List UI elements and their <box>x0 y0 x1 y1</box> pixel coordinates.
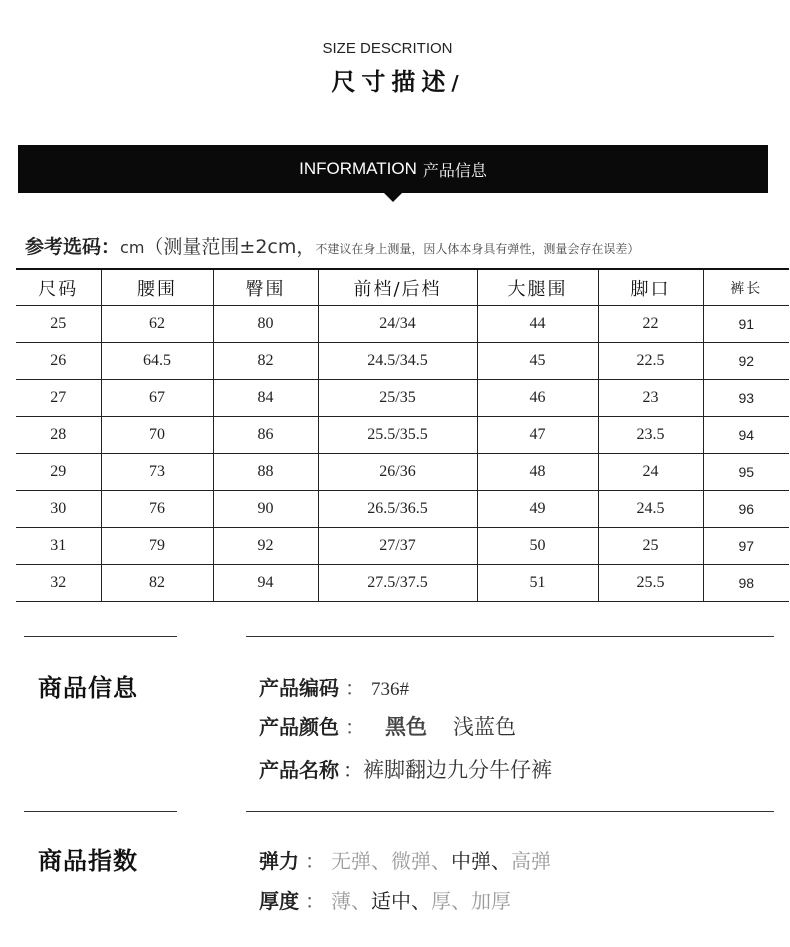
header-hip: 臀围 <box>213 269 318 306</box>
size-description-cn-text: 尺寸描述 <box>331 68 452 96</box>
table-cell: 88 <box>213 454 318 491</box>
header-rise: 前档/后档 <box>318 269 477 306</box>
table-cell: 23.5 <box>598 417 703 454</box>
reference-disclaimer: 不建议在身上测量，因人体本身具有弹性，测量会存在误差） <box>315 242 640 256</box>
table-cell: 25/35 <box>318 380 477 417</box>
table-cell: 24.5 <box>598 491 703 528</box>
size-description-cn <box>0 62 790 97</box>
divider-right <box>246 811 774 812</box>
product-code-row <box>259 672 409 701</box>
information-label-cn: 产品信息 <box>422 160 487 180</box>
table-cell: 82 <box>101 565 213 602</box>
product-color-label: 产品颜色 <box>259 715 339 739</box>
elastic-high: 高弹 <box>511 849 551 873</box>
table-cell: 98 <box>703 565 789 602</box>
product-index-title: 商品指数 <box>38 847 138 875</box>
table-cell: 25.5/35.5 <box>318 417 477 454</box>
thick-thick: 厚、 <box>431 889 471 913</box>
table-cell: 25 <box>598 528 703 565</box>
table-cell: 92 <box>213 528 318 565</box>
table-row <box>16 380 789 417</box>
table-cell: 24 <box>598 454 703 491</box>
table-row <box>16 491 789 528</box>
table-cell: 23 <box>598 380 703 417</box>
product-code-label: 产品编码 <box>259 676 339 700</box>
color-black: 黑色 <box>385 715 427 739</box>
table-cell: 76 <box>101 491 213 528</box>
table-cell: 22.5 <box>598 343 703 380</box>
table-cell: 22 <box>598 306 703 343</box>
table-cell: 64.5 <box>101 343 213 380</box>
table-cell: 95 <box>703 454 789 491</box>
header-size: 尺码 <box>16 269 101 306</box>
table-cell: 67 <box>101 380 213 417</box>
table-cell: 73 <box>101 454 213 491</box>
title-slash: / <box>451 71 459 95</box>
table-cell: 31 <box>16 528 101 565</box>
product-color-row <box>259 711 516 741</box>
banner-pointer-icon <box>384 193 402 202</box>
table-cell: 29 <box>16 454 101 491</box>
separator: ： <box>343 758 363 782</box>
separator: ： <box>305 849 325 873</box>
table-row <box>16 565 789 602</box>
header-thigh: 大腿围 <box>477 269 598 306</box>
size-table <box>16 268 789 602</box>
table-cell: 50 <box>477 528 598 565</box>
table-cell: 27.5/37.5 <box>318 565 477 602</box>
table-cell: 51 <box>477 565 598 602</box>
table-row <box>16 528 789 565</box>
table-cell: 32 <box>16 565 101 602</box>
table-cell: 47 <box>477 417 598 454</box>
information-banner <box>18 145 768 193</box>
table-cell: 79 <box>101 528 213 565</box>
header-waist: 腰围 <box>101 269 213 306</box>
elastic-medium: 中弹、 <box>451 849 511 873</box>
product-name-value: 裤脚翻边九分牛仔裤 <box>363 758 552 782</box>
separator: ： <box>305 889 325 913</box>
table-cell: 26.5/36.5 <box>318 491 477 528</box>
elastic-none: 无弹、 <box>331 849 391 873</box>
reference-unit: cm <box>120 238 145 257</box>
table-cell: 24/34 <box>318 306 477 343</box>
table-cell: 28 <box>16 417 101 454</box>
table-cell: 96 <box>703 491 789 528</box>
table-cell: 45 <box>477 343 598 380</box>
thick-thin: 薄、 <box>331 889 371 913</box>
thick-extra: 加厚 <box>471 889 511 913</box>
table-row <box>16 417 789 454</box>
table-cell: 97 <box>703 528 789 565</box>
table-cell: 70 <box>101 417 213 454</box>
table-cell: 94 <box>703 417 789 454</box>
table-row <box>16 454 789 491</box>
table-cell: 92 <box>703 343 789 380</box>
information-label-en: INFORMATION <box>299 159 417 178</box>
divider-right <box>246 636 774 637</box>
table-cell: 49 <box>477 491 598 528</box>
header-hem: 脚口 <box>598 269 703 306</box>
elasticity-label: 弹力 <box>259 849 299 873</box>
reference-note <box>25 232 639 259</box>
table-cell: 48 <box>477 454 598 491</box>
table-cell: 30 <box>16 491 101 528</box>
thickness-label: 厚度 <box>259 889 299 913</box>
elastic-slight: 微弹、 <box>391 849 451 873</box>
table-cell: 25.5 <box>598 565 703 602</box>
table-cell: 26/36 <box>318 454 477 491</box>
table-row <box>16 343 789 380</box>
table-cell: 84 <box>213 380 318 417</box>
table-cell: 86 <box>213 417 318 454</box>
product-info-title: 商品信息 <box>38 674 138 702</box>
table-cell: 24.5/34.5 <box>318 343 477 380</box>
table-cell: 93 <box>703 380 789 417</box>
thickness-row <box>259 885 511 914</box>
separator: ： <box>345 676 365 700</box>
size-description-en: SIZE DESCRITION <box>322 40 453 57</box>
product-name-label: 产品名称 <box>259 758 339 782</box>
divider-left <box>24 811 177 812</box>
table-cell: 90 <box>213 491 318 528</box>
table-cell: 62 <box>101 306 213 343</box>
table-cell: 46 <box>477 380 598 417</box>
reference-label: 参考选码： <box>25 236 121 258</box>
table-cell: 25 <box>16 306 101 343</box>
table-cell: 91 <box>703 306 789 343</box>
separator: ： <box>345 715 365 739</box>
reference-range: （测量范围±2cm， <box>144 236 316 258</box>
table-row <box>16 306 789 343</box>
table-cell: 94 <box>213 565 318 602</box>
size-table-header <box>16 269 789 306</box>
product-name-row <box>259 754 552 784</box>
table-cell: 80 <box>213 306 318 343</box>
thick-medium: 适中、 <box>371 889 431 913</box>
elasticity-row <box>259 845 551 874</box>
product-code-value: 736# <box>371 679 409 700</box>
header-length: 裤长 <box>703 269 789 306</box>
table-cell: 27 <box>16 380 101 417</box>
color-light-blue: 浅蓝色 <box>453 715 516 739</box>
table-cell: 44 <box>477 306 598 343</box>
divider-left <box>24 636 177 637</box>
table-cell: 27/37 <box>318 528 477 565</box>
table-cell: 82 <box>213 343 318 380</box>
table-cell: 26 <box>16 343 101 380</box>
